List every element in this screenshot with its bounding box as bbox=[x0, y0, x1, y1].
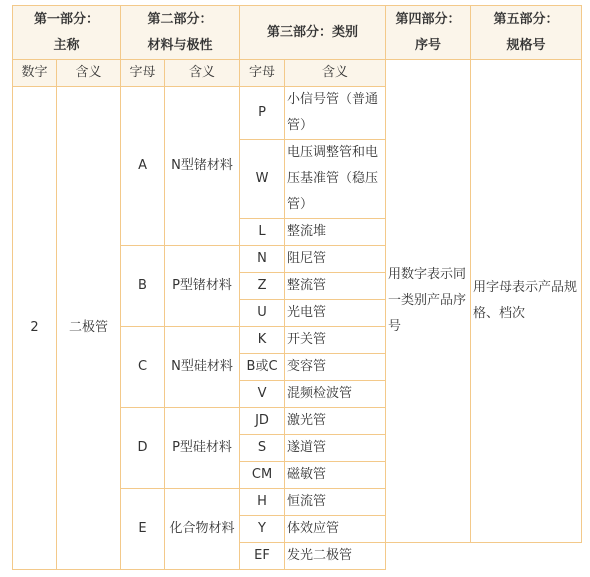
material-meaning: P型硅材料 bbox=[165, 408, 240, 489]
part5-description: 用字母表示产品规格、档次 bbox=[471, 60, 582, 543]
header-part5-line1: 第五部分： bbox=[493, 11, 559, 27]
category-meaning: 体效应管 bbox=[285, 516, 386, 543]
subheader-meaning2: 含义 bbox=[165, 60, 240, 87]
category-meaning: 磁敏管 bbox=[285, 462, 386, 489]
header-part4-line2: 序号 bbox=[415, 37, 442, 53]
category-meaning: 光电管 bbox=[285, 300, 386, 327]
subheader-row bbox=[13, 60, 582, 87]
material-meaning: N型硅材料 bbox=[165, 327, 240, 408]
material-meaning: N型锗材料 bbox=[165, 87, 240, 246]
subheader-meaning1: 含义 bbox=[57, 60, 121, 87]
category-meaning: 变容管 bbox=[285, 354, 386, 381]
part4-description: 用数字表示同一类别产品序号 bbox=[386, 60, 471, 543]
header-part4 bbox=[386, 6, 471, 60]
category-letter: W bbox=[240, 140, 285, 219]
material-letter: A bbox=[121, 87, 165, 246]
header-part5-line2: 规格号 bbox=[506, 37, 546, 53]
category-letter: P bbox=[240, 87, 285, 140]
category-meaning: 恒流管 bbox=[285, 489, 386, 516]
material-meaning: P型锗材料 bbox=[165, 246, 240, 327]
header-part1-line1: 第一部分： bbox=[34, 11, 100, 27]
category-letter: Z bbox=[240, 273, 285, 300]
header-part2 bbox=[121, 6, 240, 60]
part1-digit: 2 bbox=[13, 87, 57, 570]
category-letter: N bbox=[240, 246, 285, 273]
material-letter: D bbox=[121, 408, 165, 489]
part1-meaning: 二极管 bbox=[57, 87, 121, 570]
header-part2-line1: 第二部分： bbox=[147, 11, 213, 27]
material-meaning: 化合物材料 bbox=[165, 489, 240, 570]
subheader-digit: 数字 bbox=[13, 60, 57, 87]
subheader-meaning3: 含义 bbox=[285, 60, 386, 87]
header-part5 bbox=[471, 6, 582, 60]
category-meaning: 开关管 bbox=[285, 327, 386, 354]
category-letter: Y bbox=[240, 516, 285, 543]
category-letter: K bbox=[240, 327, 285, 354]
category-letter: CM bbox=[240, 462, 285, 489]
header-part4-line1: 第四部分： bbox=[395, 11, 461, 27]
category-meaning: 遂道管 bbox=[285, 435, 386, 462]
material-letter: E bbox=[121, 489, 165, 570]
subheader-letter2: 字母 bbox=[121, 60, 165, 87]
header-part3: 第三部分：类别 bbox=[240, 6, 386, 60]
category-letter: V bbox=[240, 381, 285, 408]
category-meaning: 整流管 bbox=[285, 273, 386, 300]
material-letter: C bbox=[121, 327, 165, 408]
category-meaning: 小信号管（普通管） bbox=[285, 87, 386, 140]
category-meaning: 混频检波管 bbox=[285, 381, 386, 408]
category-meaning: 整流堆 bbox=[285, 219, 386, 246]
transistor-naming-table bbox=[12, 5, 582, 570]
category-letter: B或C bbox=[240, 354, 285, 381]
header-row bbox=[13, 6, 582, 60]
subheader-letter3: 字母 bbox=[240, 60, 285, 87]
category-letter: S bbox=[240, 435, 285, 462]
category-meaning: 发光二极管 bbox=[285, 543, 386, 570]
header-part2-line2: 材料与极性 bbox=[147, 37, 213, 53]
category-letter: H bbox=[240, 489, 285, 516]
category-meaning: 激光管 bbox=[285, 408, 386, 435]
category-letter: JD bbox=[240, 408, 285, 435]
header-part1-line2: 主称 bbox=[53, 37, 80, 53]
category-letter: U bbox=[240, 300, 285, 327]
category-letter: EF bbox=[240, 543, 285, 570]
category-meaning: 电压调整管和电压基准管（稳压管） bbox=[285, 140, 386, 219]
category-letter: L bbox=[240, 219, 285, 246]
category-meaning: 阻尼管 bbox=[285, 246, 386, 273]
material-letter: B bbox=[121, 246, 165, 327]
header-part1 bbox=[13, 6, 121, 60]
